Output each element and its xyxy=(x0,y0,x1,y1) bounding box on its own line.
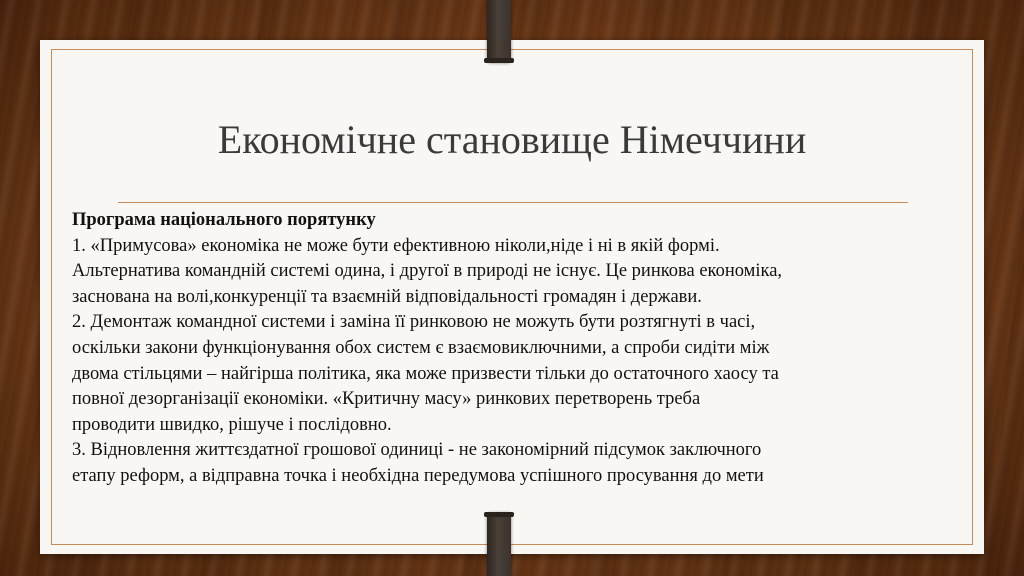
binder-strap-top xyxy=(487,0,511,62)
body-line: Альтернатива командній системі одина, і другої в природі не існує. Це ринкова економіка, xyxy=(72,261,783,282)
title-divider xyxy=(118,202,908,203)
body-line: 3. Відновлення життєздатної грошової одиниці - не закономірний підсумок заключного xyxy=(72,440,762,461)
binder-strap-bottom xyxy=(487,512,511,576)
section-heading: Програма національного порятунку xyxy=(72,210,376,230)
body-line: повної дезорганізації економіки. «Критичну масу» ринкових перетворень треба xyxy=(72,389,701,410)
body-line: проводити швидко, рішуче і послідовно. xyxy=(72,414,392,435)
slide-title: Економічне становище Німеччини xyxy=(217,117,807,162)
body-line: 1. «Примусова» економіка не може бути ефективною ніколи,ніде і ні в якій формі. xyxy=(72,235,720,256)
body-line: оскільки закони функціонування обох систем є взаємовиключними, а спроби сидіти між xyxy=(72,337,770,358)
body-line: етапу реформ, а відправна точка і необхідна передумова успішного просування до мети xyxy=(72,465,764,486)
body-line: 2. Демонтаж командної системи і заміна її ринковою не можуть бути розтягнуті в часі, xyxy=(72,312,756,333)
body-line: двома стільцями – найгірша політика, яка може призвести тільки до остаточного хаосу та xyxy=(72,363,779,384)
binder-strap-bottom-end xyxy=(484,512,514,517)
body-line: заснована на волі,конкуренції та взаємній відповідальності громадян і держави. xyxy=(72,286,702,307)
binder-strap-top-end xyxy=(484,58,514,63)
slide-body xyxy=(72,208,972,490)
